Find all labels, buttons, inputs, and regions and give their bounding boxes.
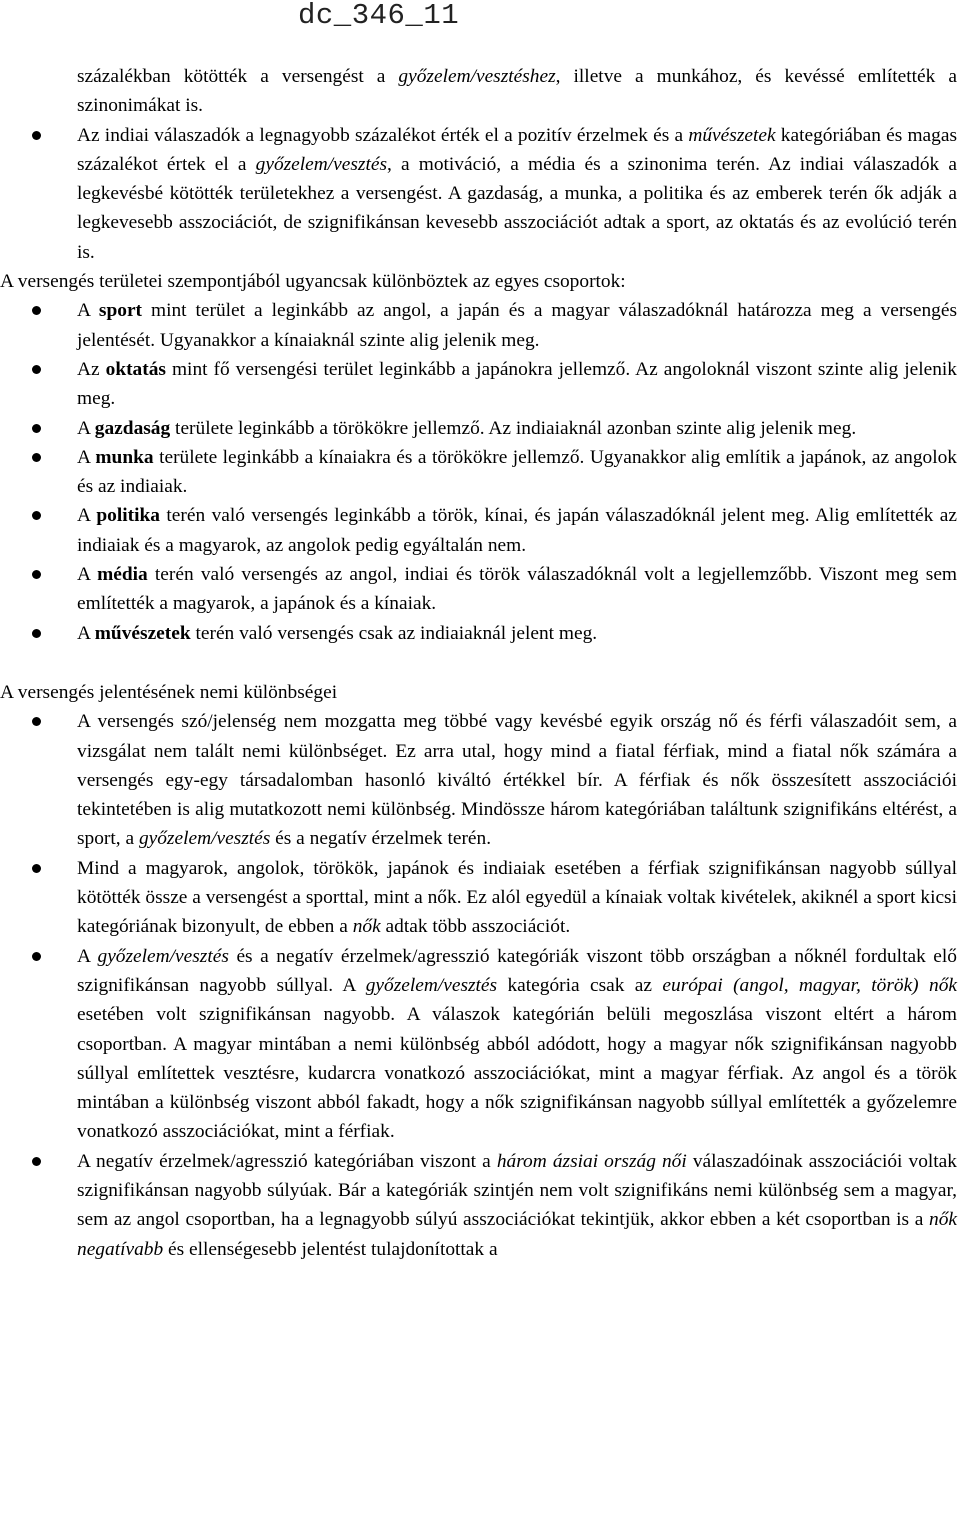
text-run: A (77, 945, 98, 967)
list-item (0, 619, 957, 648)
text-run: A (77, 417, 95, 439)
text-run: területe leginkább a kínaiakra és a törökökre jellemző. Ugyanakkor alig említik a japánok, az angolok és az indiaiak. (77, 446, 958, 498)
bold-term: oktatás (105, 358, 166, 380)
bullet-icon (32, 1157, 41, 1166)
list-item-text (77, 447, 957, 497)
list-item-text (77, 711, 957, 849)
list-item-text (77, 125, 957, 263)
italic-term: győzelem/vesztés (97, 945, 229, 967)
text-run: kategória csak az (497, 974, 663, 996)
text-run: mint terület a leginkább az angol, a japán és a magyar válaszadóknál határozza meg a versengés jelentését. Ugyanakkor a kínaiaknál szinte alig jelenik meg. (77, 300, 958, 351)
list-item (0, 854, 957, 942)
text-run: A (77, 505, 97, 527)
list-item (0, 355, 957, 414)
text-run: adtak több asszociációt. (380, 916, 571, 938)
text-run: terén való versengés az angol, indiai és török válaszadóknál volt a legjellemzőbb. Viszont meg sem említették a magyarok, a japánok és a kínaiak. (77, 564, 958, 615)
text-run: és a negatív érzelmek terén. (270, 828, 492, 850)
bullet-icon (32, 453, 41, 462)
list-item-text (77, 623, 597, 644)
document-header-code: dc_346_11 (298, 0, 460, 32)
list-item-text (77, 564, 957, 614)
text-run: , illetve a munkához, és kevéssé említették a szinonimákat is. (77, 66, 957, 117)
italic-term: győzelem/vesztés (365, 974, 498, 996)
text-run: Mind a magyarok, angolok, törökök, japánok és indiaiak esetében a férfiak szignifikánsan nagyobb súllyal kötötték össze a versengést a sporttal, mint a nők. Ez alól egyedül a kínaiak voltak kivételek, akiknél a sport kicsi kategóriának bizonyult, de ebben a (77, 857, 957, 938)
list-item (0, 414, 957, 443)
list-item-text (77, 858, 957, 938)
list-item-text (77, 505, 957, 555)
gender-bullet-list (0, 707, 957, 1264)
intro-continuation (0, 62, 957, 121)
list-item (0, 942, 957, 1147)
text-run: válaszadóinak asszociációi voltak szignifikánsan nagyobb súlyúak. Bár a kategóriák szintjén nem volt szignifikáns nemi különbség sem a magyar, sem az angol csoportban, ha a legnagyobb súlyú asszociációkat tekintjük, akkor ebben a két csoportban is a (77, 1150, 957, 1231)
section-heading-areas: A versengés területei szempontjából ugyancsak különböztek az egyes csoportok: (0, 271, 626, 293)
text-run: A (77, 622, 95, 644)
text-run: terén való versengés leginkább a török, kínai, és japán válaszadóknál jelent meg. Alig említették az indiaiak és a magyarok, az angolok pedig egyáltalán nem. (77, 505, 958, 556)
bullet-icon (32, 864, 41, 873)
bullet-icon (32, 365, 41, 374)
italic-term: nők (352, 916, 381, 938)
bold-term: művészetek (94, 622, 191, 644)
text-run: Az (77, 358, 106, 380)
section-heading-gender: A versengés jelentésének nemi különbségei (0, 681, 338, 703)
list-item (0, 501, 957, 560)
bold-term: média (97, 564, 148, 586)
bold-term: politika (96, 505, 160, 527)
list-item-text (77, 946, 957, 1143)
text-run: százalékban kötötték a versengést a (77, 66, 399, 87)
intro-bullet-list (0, 121, 957, 267)
text-run: kategóriában és magas százalékot értek el a (77, 124, 958, 175)
list-item-text (77, 418, 856, 439)
bullet-icon (32, 952, 41, 961)
text-run: A (77, 446, 96, 468)
text-run: Az indiai válaszadók a legnagyobb százalékot érték el a pozitív érzelmek és a (77, 124, 689, 146)
text-run: terén való versengés csak az indiaiaknál jelent meg. (190, 622, 598, 644)
text-run: és ellenségesebb jelentést tulajdonítottak a (163, 1238, 498, 1260)
paragraph-gap (0, 648, 957, 678)
list-item (0, 707, 957, 853)
bullet-icon (32, 511, 41, 520)
text-run: mint fő versengési terület leginkább a japánokra jellemző. Az angoloknál viszont szinte alig jelenik meg. (77, 358, 957, 410)
italic-term: győzelem/vesztéshez (398, 66, 556, 87)
list-item (0, 560, 957, 619)
italic-term: három ázsiai ország női (496, 1150, 687, 1172)
text-run: és a negatív érzelmek/agresszió kategóriák viszont több országban a nőknél fordultak elő szignifikánsan nagyobb súllyal. A (77, 945, 958, 996)
bold-term: munka (95, 446, 154, 468)
list-item (0, 121, 957, 267)
bullet-icon (32, 424, 41, 433)
italic-term: győzelem/vesztés (138, 828, 271, 850)
italic-term: európai (angol, magyar, török) nők (662, 974, 957, 996)
areas-bullet-list (0, 296, 957, 648)
list-item (0, 296, 957, 355)
bullet-icon (32, 306, 41, 315)
text-run: esetében volt szignifikánsan nagyobb. A válaszok kategórián belüli megoszlása viszont eltért a három csoportban. A magyar mintában a nemi különbség abból adódott, hogy a magyar nők szignifikánsan nagyobb súllyal említettek vesztésre, kudarcra vonatkozó asszociációkat, mint a magyar férfiak. Az angol és a török mintában a különbség viszont abból fakadt, hogy a nők szignifikánsan nagyobb súllyal említették a győzelemre vonatkozó asszociációkat, mint a férfiak. (77, 1004, 957, 1143)
text-run: A (77, 300, 99, 322)
bullet-icon (32, 717, 41, 726)
text-run: , a motiváció, a média és a szinonima terén. Az indiai válaszadók a legkevésbé kötötték területekhez a versengést. A gazdaság, a munka, a politika és az emberek terén ők adják a legkevesebb asszociációt, de szignifikánsan kevesebb asszociációt adtak a sport, az oktatás és az evolúció terén is. (77, 153, 957, 263)
bold-term: gazdaság (94, 417, 171, 439)
text-run: A versengés szó/jelenség nem mozgatta meg többé vagy kevésbé egyik ország nő és férfi válaszadóit sem, a vizsgálat nem talált nemi különbséget. Ez arra utal, hogy mind a fiatal férfiak, mind a fiatal nők számára a versengés egy-egy társadalomban hasonló kiváltó értékkel bír. A férfiak és nők összesített asszociációi tekintetében is alig mutatkozott nemi különbség. Mindössze három kategóriában találtunk szignifikáns eltérést, a sport, a (77, 711, 957, 850)
italic-term: győzelem/vesztés (255, 153, 388, 175)
bullet-icon (32, 629, 41, 638)
list-item-text (77, 359, 957, 409)
list-item-text (77, 300, 957, 350)
list-item-text (77, 1151, 957, 1260)
italic-term: nők negatívabb (77, 1209, 957, 1260)
list-item (0, 1147, 957, 1264)
text-run: területe leginkább a törökökre jellemző. Az indiaiaknál azonban szinte alig jelenik meg. (170, 417, 857, 439)
italic-term: művészetek (688, 124, 776, 146)
text-run: A negatív érzelmek/agresszió kategóriában viszont a (77, 1150, 497, 1172)
bullet-icon (32, 131, 41, 140)
bold-term: sport (98, 300, 143, 322)
list-item (0, 443, 957, 502)
bullet-icon (32, 570, 41, 579)
text-run: A (77, 564, 98, 586)
document-body (0, 62, 957, 1264)
